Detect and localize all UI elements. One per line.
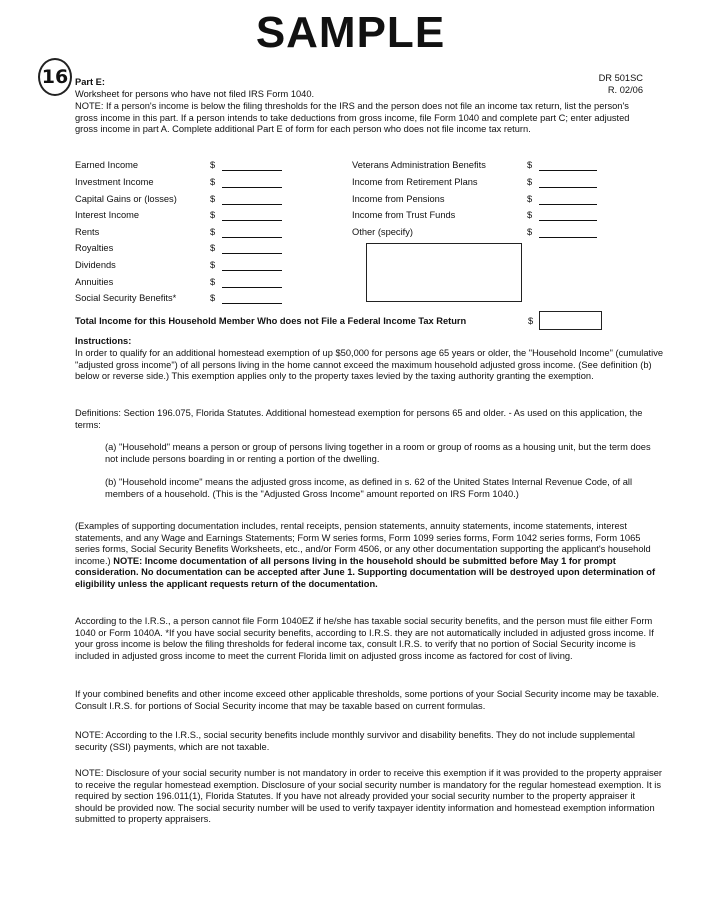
- dollar-sign: $: [527, 227, 533, 237]
- dollar-sign: $: [528, 316, 534, 326]
- worksheet-subtitle: Worksheet for persons who have not filed IRS Form 1040.: [75, 89, 315, 99]
- field-label: Royalties: [75, 243, 114, 253]
- dollar-sign: $: [210, 293, 216, 303]
- dollar-sign: $: [210, 160, 216, 170]
- other-specify-textbox[interactable]: [366, 243, 522, 302]
- dollar-sign: $: [210, 177, 216, 187]
- documentation-examples: [75, 521, 663, 591]
- ssi-note: NOTE: According to the I.R.S., social security benefits include monthly survivor and disability benefits. They do not include supplemental security (SSI) payments, which are not taxable.: [75, 730, 635, 752]
- other-income-input[interactable]: [539, 227, 597, 238]
- field-label: Capital Gains or (losses): [75, 194, 177, 204]
- retirement-plans-input[interactable]: [539, 177, 597, 188]
- handwritten-page-number: 16: [38, 58, 72, 96]
- interest-income-input[interactable]: [222, 210, 282, 221]
- total-income-input[interactable]: [539, 311, 602, 330]
- definition-household: (a) "Household" means a person or group of persons living together in a room or group of rooms as a housing unit, but the term does not include persons boarding in or renting a portion of the dwelling.: [105, 442, 651, 464]
- field-label: Income from Retirement Plans: [352, 177, 478, 187]
- definition-household-income: (b) "Household income" means the adjusted gross income, as defined in s. 62 of the United States Internal Revenue Code, of all members of a household. (This is the "Adjusted Gross Income" amount reported on IRS Form 1040.): [105, 477, 633, 499]
- dividends-input[interactable]: [222, 260, 282, 271]
- part-e-note: NOTE: If a person's income is below the filing thresholds for the IRS and the person does not file an income tax return, list the person's gross income in this part. If a person intends to take deductions from gross income, file Form 1040 and complete part C; enter adjusted gross income in part A. Complete additional Part E of form for each person who does not file income tax return.: [75, 101, 630, 135]
- earned-income-input[interactable]: [222, 160, 282, 171]
- veterans-benefits-input[interactable]: [539, 160, 597, 171]
- dollar-sign: $: [210, 277, 216, 287]
- dollar-sign: $: [527, 210, 533, 220]
- trust-funds-input[interactable]: [539, 210, 597, 221]
- revision-date: R. 02/06: [607, 85, 643, 95]
- field-label: Investment Income: [75, 177, 154, 187]
- field-label: Social Security Benefits*: [75, 293, 177, 303]
- examples-text: (Examples of supporting documentation includes, rental receipts, pension statements, annuity statements, income statements, interest statements, and any Wage and Earnings Statements; Form W series forms, Form 1099 series forms, Form 1042 series forms, Form 1065 series forms, Social Security Benefits Worksheets, etc., and/or Form 4506, or any other documentation supporting the applicant's household income.): [75, 521, 651, 566]
- dollar-sign: $: [210, 260, 216, 270]
- royalties-input[interactable]: [222, 243, 282, 254]
- capital-gains-input[interactable]: [222, 194, 282, 205]
- dollar-sign: $: [210, 243, 216, 253]
- field-label: Dividends: [75, 260, 116, 270]
- part-title: Part E:: [75, 77, 105, 87]
- irs-paragraph: According to the I.R.S., a person cannot file Form 1040EZ if he/she has taxable social security benefits, and the person must file either Form 1040 or Form 1040A. *If you have social security benefits, according to I.R.S. they are not automatically included in adjusted gross income. If your gross income is below the filing thresholds for federal income tax, consult I.R.S. to verify that no portion of Social Security income is included in adjusted gross income to meet the current Florida limit on adjusted gross income as factored for cost of living.: [75, 616, 654, 661]
- dollar-sign: $: [527, 177, 533, 187]
- instructions-intro: In order to qualify for an additional homestead exemption of up $50,000 for persons age 65 years or older, the "Household Income" (cumulative "adjusted gross income") of all persons living in the home cannot exceed the maximum household adjusted gross income. (See definition (b) below or reverse side.) This exemption applies only to the property taxes levied by the taxing authority granting the exemption.: [75, 348, 664, 382]
- field-label: Veterans Administration Benefits: [352, 160, 486, 170]
- dollar-sign: $: [527, 160, 533, 170]
- instructions-heading: Instructions:: [75, 336, 132, 346]
- dollar-sign: $: [210, 194, 216, 204]
- field-label: Rents: [75, 227, 100, 237]
- field-label: Income from Pensions: [352, 194, 445, 204]
- social-security-input[interactable]: [222, 293, 282, 304]
- dollar-sign: $: [210, 227, 216, 237]
- pensions-input[interactable]: [539, 194, 597, 205]
- dollar-sign: $: [527, 194, 533, 204]
- definitions-text: Definitions: Section 196.075, Florida Statutes. Additional homestead exemption for persons 65 and older. - As used on this application, the terms:: [75, 408, 643, 430]
- field-label: Income from Trust Funds: [352, 210, 456, 220]
- documentation-note: NOTE: Income documentation of all persons living in the household should be submitted before May 1 for prompt consideration. No documentation can be accepted after June 1. Supporting documentation will be destroyed upon determination of eligibility unless the applicant requests return of the documentation.: [75, 555, 656, 589]
- annuities-input[interactable]: [222, 277, 282, 288]
- combined-benefits-paragraph: If your combined benefits and other income exceed other applicable thresholds, some portions of your Social Security income may be taxable. Consult I.R.S. for portions of Social Security income that may be taxable based on current formulas.: [75, 689, 659, 711]
- sample-watermark: SAMPLE: [255, 8, 446, 57]
- field-label: Annuities: [75, 277, 114, 287]
- total-income-label: Total Income for this Household Member Who does not File a Federal Income Tax Return: [75, 316, 467, 326]
- field-label: Earned Income: [75, 160, 139, 170]
- investment-income-input[interactable]: [222, 177, 282, 188]
- field-label: Interest Income: [75, 210, 140, 220]
- rents-input[interactable]: [222, 227, 282, 238]
- disclosure-note: NOTE: Disclosure of your social security number is not mandatory in order to receive this exemption if it was provided to the property appraiser to receive the regular homestead exemption. Disclosure of your social security number is mandatory for the regular homestead exemption. It is required by section 196.011(1), Florida Statutes. If you have not already provided your social security number to the property appraiser it should be provided now. The social security number will be used to verify taxpayer identity information and homestead exemption information submitted to property appraisers.: [75, 768, 662, 825]
- form-number: DR 501SC: [598, 73, 643, 83]
- dollar-sign: $: [210, 210, 216, 220]
- field-label: Other (specify): [352, 227, 413, 237]
